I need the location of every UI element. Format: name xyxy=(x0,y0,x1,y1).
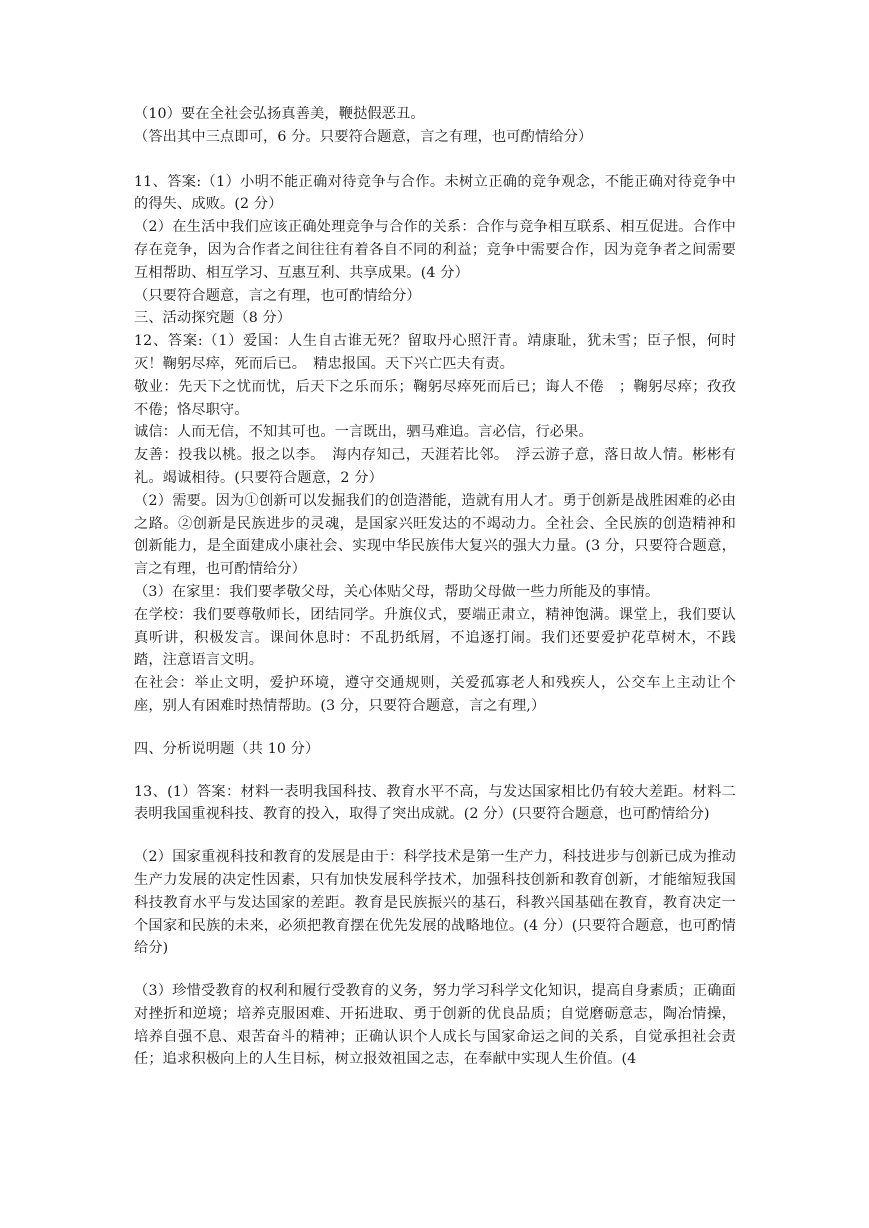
scoring-note-q10: （答出其中三点即可，6 分。只要符合题意，言之有理，也可酌情给分） xyxy=(134,128,593,145)
answer-11-part2: （2）在生活中我们应该正确处理竞争与合作的关系：合作与竞争相互联系、相互促进。合作中存在竞争，因为合作者之间往往有着各自不同的利益；竞争中需要合作，因为竞争者之间需要互相帮助、相互学习、互惠互利、共享成果。(4 分） xyxy=(134,219,736,281)
answer-11-part1: 11、答案:（1）小明不能正确对待竞争与合作。未树立正确的竞争观念，不能正确对待竞争中的得失、成败。(2 分） xyxy=(134,173,736,213)
scoring-note-q11: （只要符合题意，言之有理，也可酌情给分） xyxy=(134,287,421,304)
spacer xyxy=(134,826,736,846)
answer-12-friendliness: 友善：投我以桃。报之以李。 海内存知己，天涯若比邻。 浮云游子意，落日故人情。彬彬有礼。竭诚相待。(只要符合题意，2 分） xyxy=(134,447,736,486)
answer-13-part1: 13、(1）答案：材料一表明我国科技、教育水平不高，与发达国家相比仍有较大差距。材料二表明我国重视科技、教育的投入，取得了突出成就。(2 分）(只要符合题意，也可酌情给分) xyxy=(134,783,736,823)
answer-document xyxy=(134,103,736,1071)
spacer xyxy=(134,761,736,781)
answer-10-line: （10）要在全社会弘扬真善美，鞭挞假恶丑。 xyxy=(134,106,425,122)
answer-12-integrity: 诚信：人而无信，不知其可也。一言既出，驷马难追。言必信，行必果。 xyxy=(134,424,593,441)
answer-12-patriotism: 12、答案:（1）爱国：人生自古谁无死？留取丹心照汗青。靖康耻，犹未雪；臣子恨，何时灭！鞠躬尽瘁，死而后已。 精忠报国。天下兴亡匹夫有责。 xyxy=(134,333,736,372)
spacer xyxy=(134,960,736,980)
spacer xyxy=(134,149,736,171)
answer-12-part3-school: 在学校：我们要尊敬师长，团结同学。升旗仪式，要端正肃立，精神饱满。课堂上，我们要认真听讲，积极发言。课间休息时：不乱扔纸屑，不追逐打闹。我们还要爱护花草树木，不践踏，注意语言文明。 xyxy=(134,606,736,669)
answer-13-part2: （2）国家重视科技和教育的发展是由于：科学技术是第一生产力，科技进步与创新已成为推动生产力发展的决定性因素，只有加快发展科学技术，加强科技创新和教育创新，才能缩短我国科技教育水平与发达国家的差距。教育是民族振兴的基石，科教兴国基础在教育，教育决定一个国家和民族的未来，必须把教育摆在优先发展的战略地位。(4 分）(只要符合题意，也可酌情给分) xyxy=(134,849,736,957)
answer-12-part2: （2）需要。因为①创新可以发掘我们的创造潜能，造就有用人才。勇于创新是战胜困难的必由之路。②创新是民族进步的灵魂，是国家兴旺发达的不竭动力。全社会、全民族的创造精神和创新能力，是全面建成小康社会、实现中华民族伟大复兴的强大力量。(3 分，只要符合题意，言之有理，也可酌情给分） xyxy=(134,492,736,578)
spacer xyxy=(134,718,736,738)
answer-13-part3: （3）珍惜受教育的权利和履行受教育的义务，努力学习科学文化知识，提高自身素质；正确面对挫折和逆境；培养克服困难、开拓进取、勇于创新的优良品质；自觉磨砺意志，陶冶情操，培养自强不息、艰苦奋斗的精神；正确认识个人成长与国家命运之间的关系，自觉承担社会责任；追求积极向上的人生目标，树立报效祖国之志，在奉献中实现人生价值。(4 xyxy=(134,983,736,1068)
answer-12-part3-home: （3）在家里：我们要孝敬父母，关心体贴父母，帮助父母做一些力所能及的事情。 xyxy=(134,583,660,600)
answer-12-part3-society: 在社会：举止文明，爱护环境，遵守交通规则，关爱孤寡老人和残疾人，公交车上主动让个座，别人有困难时热情帮助。(3 分，只要符合题意，言之有理,） xyxy=(134,675,736,714)
section-heading-4: 四、分析说明题（共 10 分） xyxy=(134,740,320,757)
section-heading-3: 三、活动探究题（8 分） xyxy=(134,310,292,327)
answer-12-dedication: 敬业：先天下之忧而忧，后天下之乐而乐；鞠躬尽瘁死而后已；诲人不倦 ；鞠躬尽瘁；孜孜不倦；恪尽职守。 xyxy=(134,378,736,418)
